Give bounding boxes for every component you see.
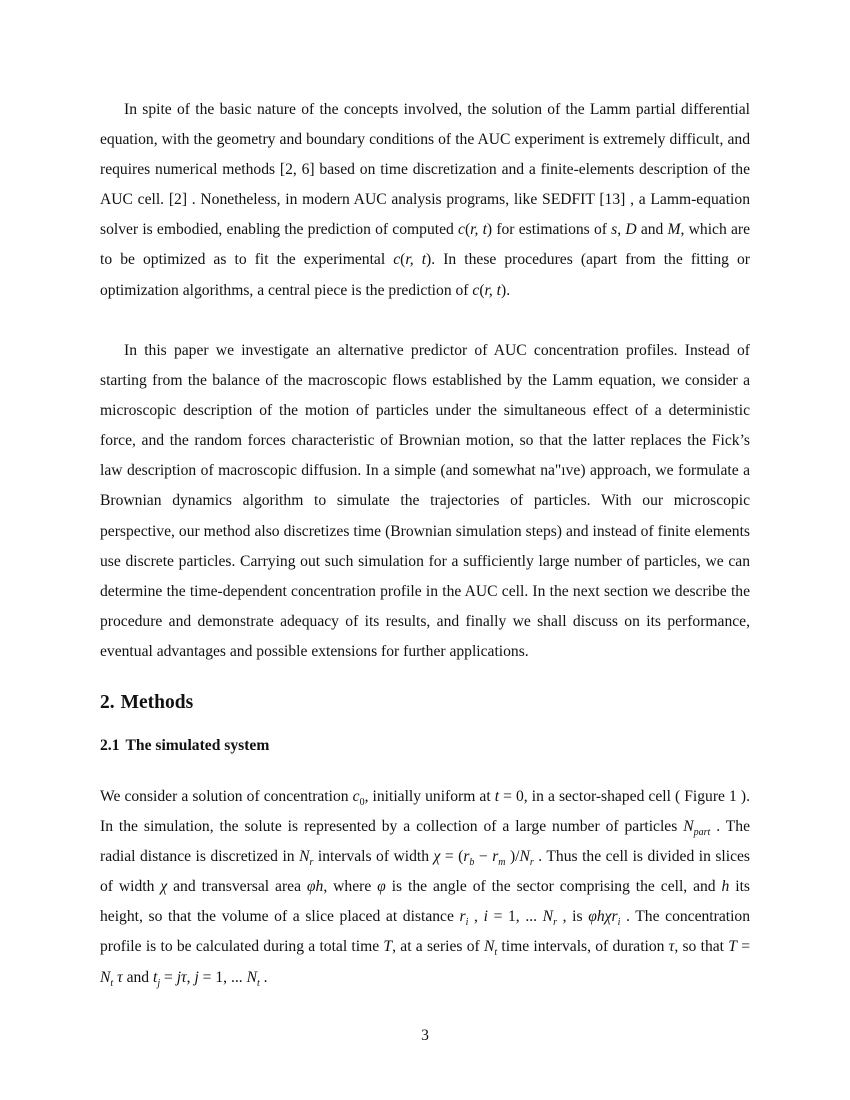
subsection-heading-simulated-system	[100, 737, 269, 755]
paragraph-alternative-predictor: In this paper we investigate an alternative predictor of AUC concentration profiles. Instead of starting from the balance of the macroscopic flows established by the Lamm equation, we consider a microscopic description of the motion of particles under the simultaneous effect of a deterministic force, and the random forces characteristic of Brownian motion, so that the latter replaces the Fick’s law description of macroscopic diffusion. In a simple (and somewhat na"ıve) approach, we formulate a Brownian dynamics algorithm to simulate the trajectories of particles. With our microscopic perspective, our method also discretizes time (Brownian simulation steps) and instead of finite elements use discrete particles. Carrying out such simulation for a sufficiently large number of particles, we can determine the time-dependent concentration profile in the AUC cell. In the next section we describe the procedure and demonstrate adequacy of its results, and finally we shall discuss on its performance, eventual advantages and possible extensions for further applications.	[100, 342, 750, 660]
section-title: Methods	[120, 692, 194, 713]
page-number: 3	[421, 1027, 429, 1044]
section-heading-methods	[100, 692, 193, 714]
subsection-number: 2.1	[100, 737, 120, 754]
paragraph-simulated-system: We consider a solution of concentration $c_0$, initially uniform at t = 0, in a sector-shaped cell ( Figure 1 ). In the simulation, the solute is represented by a collection of a large number of particles $N_{part}$ . The radial distance is discretized in $N_r$ intervals of width $\chi = (r_b - r_m$ )$/N_r$ . Thus the cell is divided in slices of width χ and transversal area φh, where φ is the angle of the sector comprising the cell, and h its height, so that the volume of a slice placed at distance $r_i$ , i = 1, ... $N_r$ , is φhχr$_i$ . The concentration profile is to be calculated during a total time T, at a series of $N_t$ time intervals, of duration τ, so that $T = N_t$ τ and $t_j = j\tau$, j = 1, ... $N_t$ .	[100, 788, 751, 989]
paragraph-intro-lamm: In spite of the basic nature of the concepts involved, the solution of the Lamm partial differential equation, with the geometry and boundary conditions of the AUC experiment is extremely difficult, and requires numerical methods [2, 6] based on time discretization and a finite-elements description of the AUC cell. [2] . Nonetheless, in modern AUC analysis programs, like SEDFIT [13] , a Lamm-equation solver is embodied, enabling the prediction of computed c(r, t) for estimations of s, D and M, which are to be optimized as to fit the experimental c(r, t). In these procedures (apart from the fitting or optimization algorithms, a central piece is the prediction of c(r, t).	[100, 101, 751, 299]
subsection-title: The simulated system	[125, 737, 270, 754]
section-number: 2.	[100, 692, 115, 713]
